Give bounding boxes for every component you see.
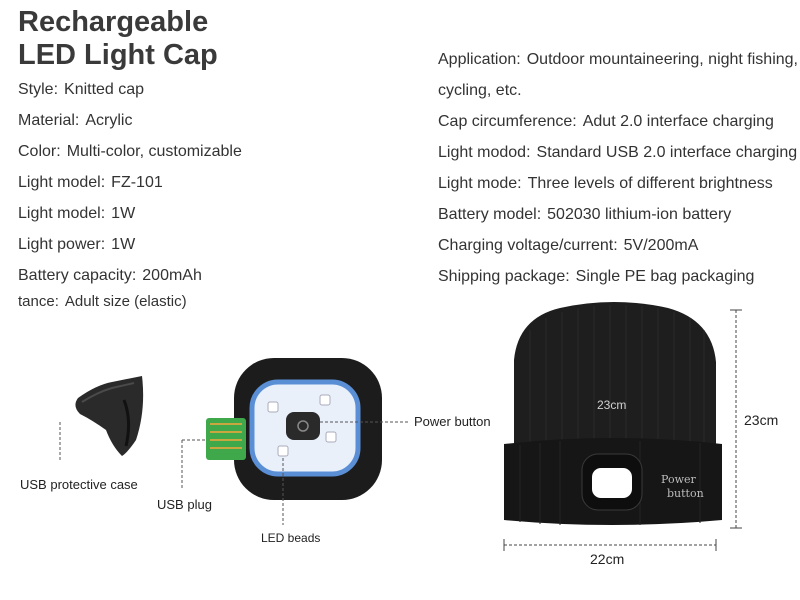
spec-light-modod: Light modod: Standard USB 2.0 interface charging: [438, 144, 798, 161]
title-line-2: LED Light Cap: [18, 39, 218, 71]
spec-color: Color: Multi-color, customizable: [18, 143, 242, 160]
spec-battery-capacity: Battery capacity: 200mAh: [18, 267, 202, 284]
spec-application-cont: cycling, etc.: [438, 82, 522, 99]
cap-circumference-dim: 23cm: [597, 398, 627, 412]
spec-size: tance: Adult size (elastic): [18, 293, 187, 310]
spec-light-mode: Light mode: Three levels of different brightness: [438, 175, 773, 192]
spec-light-model: Light model: FZ-101: [18, 174, 163, 191]
cap-power-button-label: Power button: [661, 473, 704, 500]
spec-light-power: Light power: 1W: [18, 236, 136, 253]
led-beads-label: LED beads: [261, 531, 321, 545]
spec-style: Style: Knitted cap: [18, 81, 145, 98]
cap-height-dim: 23cm: [744, 412, 779, 428]
spec-light-model-2: Light model: 1W: [18, 205, 136, 222]
title-line-1: Rechargeable: [18, 6, 209, 38]
usb-case-label: USB protective case: [20, 477, 138, 492]
spec-cap-circumference: Cap circumference: Adut 2.0 interface charging: [438, 113, 774, 130]
power-button-label: Power button: [414, 414, 491, 429]
cap-width-dim: 22cm: [590, 551, 625, 567]
spec-material: Material: Acrylic: [18, 112, 133, 129]
spec-battery-model: Battery model: 502030 lithium-ion battery: [438, 206, 732, 223]
spec-charging: Charging voltage/current: 5V/200mA: [438, 237, 699, 254]
spec-shipping: Shipping package: Single PE bag packaging: [438, 268, 755, 285]
usb-plug-label: USB plug: [157, 497, 212, 512]
spec-application: Application: Outdoor mountaineering, night fishing,: [438, 51, 798, 68]
